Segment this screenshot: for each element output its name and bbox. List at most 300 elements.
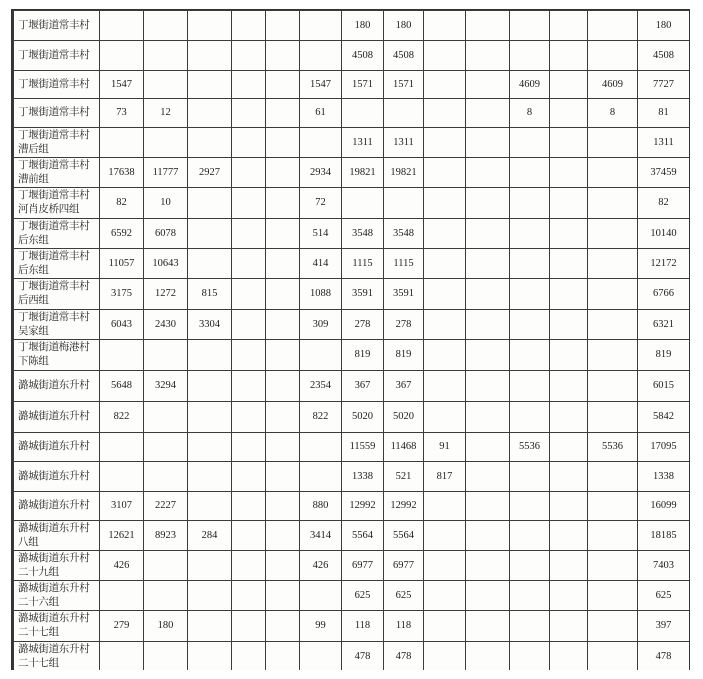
value-cell bbox=[588, 581, 638, 611]
value-cell bbox=[188, 551, 232, 581]
location-name-line: 潞城街道东升村 bbox=[18, 644, 90, 655]
value-cell bbox=[266, 402, 300, 433]
value-cell bbox=[424, 128, 466, 158]
value-cell: 367 bbox=[384, 371, 424, 402]
value-cell bbox=[424, 71, 466, 99]
value-cell bbox=[588, 521, 638, 551]
value-cell bbox=[266, 492, 300, 521]
location-name-line: 吴家组 bbox=[18, 325, 49, 337]
table-row bbox=[14, 642, 690, 671]
value-cell bbox=[550, 642, 588, 671]
location-name-line: 潞城街道东升村 bbox=[18, 522, 90, 534]
table-row bbox=[14, 371, 690, 402]
value-cell bbox=[300, 642, 342, 671]
value-cell bbox=[188, 492, 232, 521]
value-cell bbox=[100, 11, 144, 41]
value-cell: 478 bbox=[342, 642, 384, 671]
value-cell bbox=[300, 581, 342, 611]
location-name-cell bbox=[14, 521, 100, 551]
value-cell: 73 bbox=[100, 99, 144, 128]
value-cell: 5842 bbox=[638, 402, 690, 433]
value-cell bbox=[188, 371, 232, 402]
value-cell bbox=[144, 41, 188, 71]
value-cell: 118 bbox=[384, 611, 424, 642]
location-name-cell bbox=[14, 581, 100, 611]
value-cell: 3107 bbox=[100, 492, 144, 521]
value-cell bbox=[510, 249, 550, 279]
value-cell bbox=[466, 402, 510, 433]
value-cell bbox=[550, 71, 588, 99]
value-cell bbox=[266, 188, 300, 219]
location-name-cell bbox=[14, 41, 100, 71]
value-cell: 817 bbox=[424, 462, 466, 492]
value-cell: 5564 bbox=[342, 521, 384, 551]
value-cell bbox=[510, 551, 550, 581]
value-cell bbox=[144, 340, 188, 371]
location-name-cell bbox=[14, 551, 100, 581]
value-cell bbox=[144, 462, 188, 492]
value-cell: 1338 bbox=[638, 462, 690, 492]
value-cell bbox=[300, 41, 342, 71]
location-name-cell bbox=[14, 11, 100, 41]
value-cell bbox=[188, 188, 232, 219]
value-cell bbox=[144, 642, 188, 671]
value-cell: 5648 bbox=[100, 371, 144, 402]
value-cell bbox=[550, 433, 588, 462]
value-cell bbox=[588, 402, 638, 433]
value-cell bbox=[188, 402, 232, 433]
value-cell bbox=[424, 188, 466, 219]
value-cell: 5536 bbox=[510, 433, 550, 462]
location-name-cell bbox=[14, 462, 100, 492]
location-name-cell bbox=[14, 99, 100, 128]
value-cell: 414 bbox=[300, 249, 342, 279]
value-cell bbox=[266, 11, 300, 41]
location-name-line: 丁堰街道常丰村 bbox=[18, 311, 90, 323]
value-cell bbox=[300, 128, 342, 158]
value-cell bbox=[144, 551, 188, 581]
location-name-line: 潞城街道东升村 bbox=[18, 441, 90, 452]
value-cell: 10643 bbox=[144, 249, 188, 279]
value-cell: 8 bbox=[588, 99, 638, 128]
location-name-cell bbox=[14, 219, 100, 249]
value-cell bbox=[300, 462, 342, 492]
location-name-line: 丁堰街道常丰村 bbox=[18, 19, 90, 31]
location-name-cell bbox=[14, 340, 100, 371]
value-cell: 180 bbox=[342, 11, 384, 41]
value-cell bbox=[466, 581, 510, 611]
location-name-line: 后东组 bbox=[18, 264, 49, 276]
value-cell bbox=[588, 310, 638, 340]
location-name-line: 漕后组 bbox=[18, 143, 49, 155]
value-cell bbox=[510, 402, 550, 433]
value-cell: 7727 bbox=[638, 71, 690, 99]
value-cell: 1547 bbox=[100, 71, 144, 99]
value-cell: 819 bbox=[342, 340, 384, 371]
value-cell bbox=[510, 371, 550, 402]
value-cell: 5020 bbox=[342, 402, 384, 433]
value-cell bbox=[510, 128, 550, 158]
value-cell bbox=[424, 551, 466, 581]
value-cell bbox=[424, 99, 466, 128]
value-cell: 6592 bbox=[100, 219, 144, 249]
value-cell bbox=[232, 642, 266, 671]
value-cell bbox=[466, 310, 510, 340]
value-cell bbox=[232, 41, 266, 71]
value-cell bbox=[466, 551, 510, 581]
value-cell: 1115 bbox=[342, 249, 384, 279]
value-cell bbox=[466, 462, 510, 492]
value-cell bbox=[588, 279, 638, 310]
value-cell bbox=[266, 279, 300, 310]
value-cell bbox=[232, 99, 266, 128]
location-name-line: 潞城街道东升村 bbox=[18, 552, 90, 564]
value-cell bbox=[300, 433, 342, 462]
value-cell bbox=[232, 11, 266, 41]
table-row bbox=[14, 611, 690, 642]
value-cell bbox=[266, 71, 300, 99]
value-cell bbox=[510, 41, 550, 71]
value-cell bbox=[266, 521, 300, 551]
value-cell bbox=[588, 551, 638, 581]
value-cell bbox=[266, 249, 300, 279]
value-cell bbox=[100, 642, 144, 671]
value-cell bbox=[100, 462, 144, 492]
location-name-line: 潞城街道东升村 bbox=[18, 470, 90, 482]
value-cell bbox=[100, 340, 144, 371]
value-cell: 12 bbox=[144, 99, 188, 128]
value-cell bbox=[466, 521, 510, 551]
value-cell: 3175 bbox=[100, 279, 144, 310]
value-cell bbox=[510, 188, 550, 219]
value-cell bbox=[466, 71, 510, 99]
value-cell bbox=[100, 128, 144, 158]
value-cell bbox=[550, 188, 588, 219]
value-cell bbox=[232, 551, 266, 581]
value-cell bbox=[342, 188, 384, 219]
location-name-line: 二十六组 bbox=[18, 596, 59, 608]
value-cell bbox=[466, 11, 510, 41]
value-cell: 4508 bbox=[342, 41, 384, 71]
location-name-cell bbox=[14, 128, 100, 158]
value-cell: 1311 bbox=[638, 128, 690, 158]
value-cell bbox=[550, 492, 588, 521]
location-name-line: 后西组 bbox=[18, 295, 49, 306]
value-cell: 367 bbox=[342, 371, 384, 402]
value-cell bbox=[550, 581, 588, 611]
location-name-line: 丁堰街道常丰村 bbox=[18, 281, 90, 292]
value-cell: 278 bbox=[342, 310, 384, 340]
value-cell bbox=[144, 433, 188, 462]
location-name-cell bbox=[14, 158, 100, 188]
value-cell: 8 bbox=[510, 99, 550, 128]
value-cell bbox=[510, 521, 550, 551]
value-cell: 11559 bbox=[342, 433, 384, 462]
value-cell bbox=[588, 11, 638, 41]
table-row bbox=[14, 99, 690, 128]
location-name-cell bbox=[14, 188, 100, 219]
location-name-line: 潞城街道东升村 bbox=[18, 380, 90, 391]
value-cell bbox=[424, 642, 466, 671]
value-cell bbox=[266, 581, 300, 611]
value-cell: 11777 bbox=[144, 158, 188, 188]
value-cell bbox=[588, 188, 638, 219]
value-cell bbox=[232, 128, 266, 158]
value-cell bbox=[466, 128, 510, 158]
table-row bbox=[14, 188, 690, 219]
location-name-line: 丁堰街道常丰村 bbox=[18, 159, 90, 171]
location-name-line: 后东组 bbox=[18, 234, 49, 246]
value-cell bbox=[266, 433, 300, 462]
value-cell bbox=[266, 551, 300, 581]
value-cell: 514 bbox=[300, 219, 342, 249]
value-cell: 6078 bbox=[144, 219, 188, 249]
value-cell: 12621 bbox=[100, 521, 144, 551]
value-cell: 4508 bbox=[638, 41, 690, 71]
value-cell: 37459 bbox=[638, 158, 690, 188]
value-cell bbox=[510, 642, 550, 671]
value-cell bbox=[232, 611, 266, 642]
value-cell: 819 bbox=[384, 340, 424, 371]
location-name-cell bbox=[14, 642, 100, 671]
value-cell: 12992 bbox=[342, 492, 384, 521]
value-cell bbox=[266, 219, 300, 249]
location-name-line: 丁堰街道常丰村 bbox=[18, 129, 90, 141]
value-cell: 10140 bbox=[638, 219, 690, 249]
value-cell: 17095 bbox=[638, 433, 690, 462]
value-cell bbox=[466, 340, 510, 371]
value-cell: 284 bbox=[188, 521, 232, 551]
value-cell bbox=[266, 340, 300, 371]
value-cell: 19821 bbox=[384, 158, 424, 188]
location-name-line: 丁堰街道常丰村 bbox=[18, 250, 90, 262]
location-name-line: 丁堰街道常丰村 bbox=[18, 78, 90, 90]
value-cell bbox=[550, 521, 588, 551]
value-cell: 3548 bbox=[384, 219, 424, 249]
value-cell bbox=[100, 581, 144, 611]
value-cell: 819 bbox=[638, 340, 690, 371]
value-cell bbox=[424, 249, 466, 279]
value-cell bbox=[550, 41, 588, 71]
value-cell: 19821 bbox=[342, 158, 384, 188]
value-cell bbox=[550, 310, 588, 340]
value-cell: 5020 bbox=[384, 402, 424, 433]
value-cell: 1088 bbox=[300, 279, 342, 310]
location-name-line: 潞城街道东升村 bbox=[18, 613, 90, 624]
value-cell: 880 bbox=[300, 492, 342, 521]
value-cell bbox=[384, 188, 424, 219]
value-cell bbox=[466, 41, 510, 71]
table-row bbox=[14, 433, 690, 462]
value-cell: 3548 bbox=[342, 219, 384, 249]
value-cell: 815 bbox=[188, 279, 232, 310]
value-cell: 278 bbox=[384, 310, 424, 340]
value-cell bbox=[188, 99, 232, 128]
location-name-cell bbox=[14, 492, 100, 521]
location-name-line: 丁堰街道常丰村 bbox=[18, 107, 90, 118]
value-cell bbox=[144, 128, 188, 158]
value-cell: 1571 bbox=[384, 71, 424, 99]
table-row bbox=[14, 310, 690, 340]
value-cell bbox=[466, 188, 510, 219]
table-row bbox=[14, 279, 690, 310]
value-cell bbox=[588, 611, 638, 642]
value-cell bbox=[550, 99, 588, 128]
value-cell bbox=[300, 11, 342, 41]
table-row bbox=[14, 71, 690, 99]
value-cell bbox=[188, 340, 232, 371]
value-cell: 16099 bbox=[638, 492, 690, 521]
value-cell: 10 bbox=[144, 188, 188, 219]
value-cell bbox=[232, 158, 266, 188]
value-cell bbox=[588, 249, 638, 279]
value-cell bbox=[466, 249, 510, 279]
table-row bbox=[14, 581, 690, 611]
value-cell bbox=[550, 158, 588, 188]
location-name-cell bbox=[14, 371, 100, 402]
location-name-line: 潞城街道东升村 bbox=[18, 411, 90, 422]
value-cell bbox=[424, 492, 466, 521]
location-name-line: 八组 bbox=[18, 536, 39, 548]
value-cell bbox=[188, 249, 232, 279]
value-cell: 2227 bbox=[144, 492, 188, 521]
value-cell: 426 bbox=[300, 551, 342, 581]
location-name-cell bbox=[14, 71, 100, 99]
value-cell bbox=[588, 371, 638, 402]
value-cell bbox=[424, 11, 466, 41]
value-cell bbox=[550, 340, 588, 371]
table-row bbox=[14, 11, 690, 41]
value-cell bbox=[550, 128, 588, 158]
value-cell: 3591 bbox=[342, 279, 384, 310]
value-cell bbox=[424, 310, 466, 340]
value-cell bbox=[510, 279, 550, 310]
value-cell: 3591 bbox=[384, 279, 424, 310]
value-cell bbox=[232, 433, 266, 462]
value-cell bbox=[188, 41, 232, 71]
value-cell bbox=[550, 279, 588, 310]
location-name-cell bbox=[14, 279, 100, 310]
value-cell: 1338 bbox=[342, 462, 384, 492]
value-cell: 3304 bbox=[188, 310, 232, 340]
value-cell: 72 bbox=[300, 188, 342, 219]
value-cell bbox=[188, 642, 232, 671]
value-cell bbox=[588, 219, 638, 249]
location-name-cell bbox=[14, 611, 100, 642]
value-cell bbox=[188, 128, 232, 158]
location-name-line: 二十七组 bbox=[18, 627, 59, 638]
value-cell: 2927 bbox=[188, 158, 232, 188]
value-cell bbox=[266, 41, 300, 71]
location-name-line: 丁堰街道梅港村 bbox=[18, 342, 90, 353]
value-cell: 12992 bbox=[384, 492, 424, 521]
value-cell: 8923 bbox=[144, 521, 188, 551]
scanned-table-page bbox=[11, 9, 690, 670]
value-cell bbox=[466, 279, 510, 310]
value-cell: 6977 bbox=[384, 551, 424, 581]
value-cell bbox=[232, 279, 266, 310]
value-cell: 1571 bbox=[342, 71, 384, 99]
value-cell: 6043 bbox=[100, 310, 144, 340]
table-row bbox=[14, 128, 690, 158]
table-row bbox=[14, 462, 690, 492]
value-cell bbox=[510, 11, 550, 41]
value-cell bbox=[144, 71, 188, 99]
value-cell bbox=[424, 581, 466, 611]
value-cell bbox=[232, 581, 266, 611]
value-cell: 1272 bbox=[144, 279, 188, 310]
value-cell bbox=[232, 371, 266, 402]
value-cell: 426 bbox=[100, 551, 144, 581]
value-cell bbox=[232, 462, 266, 492]
location-name-line: 二十七组 bbox=[18, 658, 59, 669]
value-cell bbox=[424, 340, 466, 371]
table-row bbox=[14, 492, 690, 521]
location-name-cell bbox=[14, 433, 100, 462]
value-cell bbox=[510, 219, 550, 249]
value-cell bbox=[100, 433, 144, 462]
table-row bbox=[14, 41, 690, 71]
value-cell bbox=[232, 402, 266, 433]
value-cell bbox=[510, 158, 550, 188]
value-cell: 3294 bbox=[144, 371, 188, 402]
location-name-line: 漕前组 bbox=[18, 173, 49, 185]
value-cell bbox=[266, 128, 300, 158]
value-cell bbox=[466, 371, 510, 402]
value-cell bbox=[466, 642, 510, 671]
value-cell: 1311 bbox=[342, 128, 384, 158]
value-cell bbox=[588, 158, 638, 188]
value-cell: 11057 bbox=[100, 249, 144, 279]
value-cell bbox=[188, 581, 232, 611]
value-cell bbox=[510, 340, 550, 371]
value-cell bbox=[100, 41, 144, 71]
value-cell bbox=[424, 158, 466, 188]
value-cell bbox=[466, 492, 510, 521]
value-cell bbox=[424, 41, 466, 71]
value-cell: 4508 bbox=[384, 41, 424, 71]
data-table bbox=[13, 10, 690, 670]
value-cell bbox=[550, 462, 588, 492]
value-cell: 99 bbox=[300, 611, 342, 642]
location-name-line: 丁堰街道常丰村 bbox=[18, 49, 90, 61]
value-cell bbox=[232, 249, 266, 279]
value-cell bbox=[232, 219, 266, 249]
value-cell: 6321 bbox=[638, 310, 690, 340]
table-row bbox=[14, 249, 690, 279]
value-cell bbox=[188, 611, 232, 642]
value-cell bbox=[266, 462, 300, 492]
value-cell: 1115 bbox=[384, 249, 424, 279]
value-cell bbox=[588, 340, 638, 371]
value-cell bbox=[266, 371, 300, 402]
value-cell bbox=[510, 581, 550, 611]
value-cell bbox=[466, 99, 510, 128]
value-cell bbox=[424, 219, 466, 249]
value-cell bbox=[550, 249, 588, 279]
location-name-cell bbox=[14, 310, 100, 340]
value-cell bbox=[550, 219, 588, 249]
value-cell: 6977 bbox=[342, 551, 384, 581]
value-cell: 5564 bbox=[384, 521, 424, 551]
value-cell: 2354 bbox=[300, 371, 342, 402]
location-name-line: 潞城街道东升村 bbox=[18, 500, 90, 511]
value-cell bbox=[232, 188, 266, 219]
value-cell: 478 bbox=[384, 642, 424, 671]
value-cell: 822 bbox=[100, 402, 144, 433]
value-cell: 12172 bbox=[638, 249, 690, 279]
value-cell bbox=[424, 521, 466, 551]
